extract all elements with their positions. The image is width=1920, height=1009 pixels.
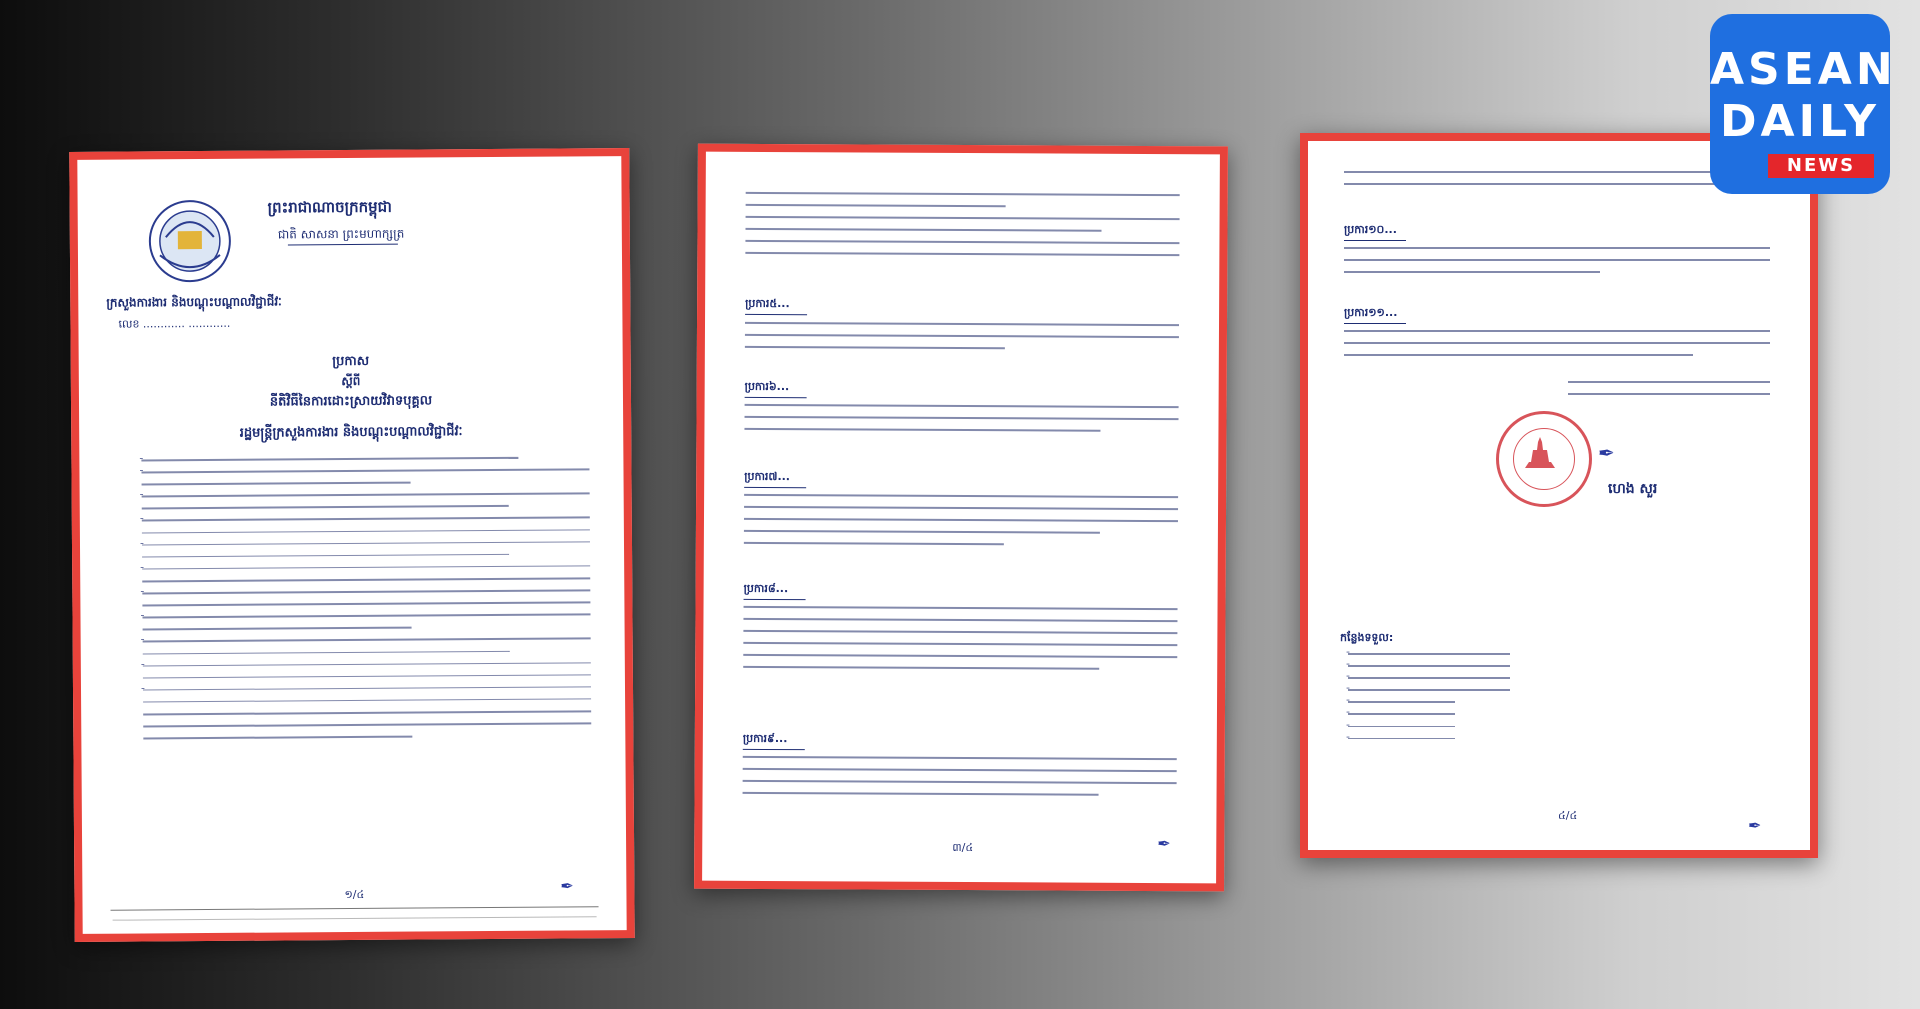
- text-line: [143, 674, 591, 679]
- text-line: [743, 618, 1177, 622]
- text-line: [142, 565, 590, 570]
- article-body: [1344, 247, 1770, 283]
- text-line: [744, 530, 1100, 533]
- text-line: [142, 601, 590, 606]
- list-item: [1348, 689, 1510, 691]
- list-item: [1348, 653, 1510, 655]
- text-line: [744, 428, 1100, 431]
- text-line: [745, 416, 1179, 420]
- article-body: [1344, 330, 1770, 366]
- article-body: [743, 606, 1177, 681]
- page-number: ៤/៤: [1558, 809, 1578, 822]
- article-heading: ប្រការ៩...: [743, 732, 805, 750]
- ministry-name: ក្រសួងការងារ និងបណ្តុះបណ្តាលវិជ្ជាជីវៈ: [106, 294, 282, 310]
- recipients-title: កន្លែងទទួល:: [1340, 631, 1394, 644]
- text-line: [143, 710, 591, 715]
- list-item: [1348, 677, 1510, 679]
- text-line: [745, 240, 1179, 244]
- text-line: [1568, 381, 1770, 383]
- text-line: [143, 627, 412, 630]
- text-line: [746, 204, 1006, 207]
- ministry-emblem-icon: [146, 197, 235, 286]
- document-page-3: [694, 144, 1228, 892]
- text-line: [743, 666, 1099, 669]
- kingdom-heading: ព្រះរាជាណាចក្រកម្ពុជា: [267, 197, 392, 217]
- document-about: ស្តីពី: [341, 373, 361, 389]
- list-item: [1348, 713, 1455, 715]
- footer-address-line: [113, 916, 597, 921]
- text-line: [743, 780, 1177, 784]
- text-line: [745, 322, 1179, 326]
- text-line: [1344, 330, 1770, 332]
- page-number: ១/៤: [344, 887, 365, 902]
- reference-number-label: លេខ ............ ............: [118, 316, 231, 331]
- initials-signature: ✒: [1157, 834, 1171, 854]
- document-page-1: [69, 148, 635, 942]
- article-body: [744, 404, 1178, 443]
- motto-divider: [288, 244, 398, 246]
- text-line: [745, 346, 1005, 349]
- article-body: [742, 756, 1176, 807]
- text-line: [1344, 271, 1600, 273]
- list-item: [1348, 738, 1455, 740]
- list-item: [1348, 726, 1455, 728]
- text-line: [746, 216, 1180, 220]
- text-line: [745, 252, 1179, 256]
- logo-text-asean: ASEAN: [1710, 44, 1897, 95]
- text-line: [743, 792, 1099, 795]
- text-line: [1344, 183, 1770, 185]
- text-line: [142, 614, 590, 619]
- asean-daily-news-logo: [1710, 14, 1897, 194]
- document-subject: នីតិវិធីនៃការដោះស្រាយវិវាទបុគ្គល: [269, 393, 433, 410]
- page-body-top: [1344, 171, 1770, 195]
- logo-text-daily: DAILY: [1720, 96, 1880, 147]
- article-heading: ប្រការ៥...: [745, 297, 807, 315]
- article-heading: ប្រការ១០...: [1344, 223, 1406, 241]
- text-line: [142, 482, 411, 485]
- article-heading: ប្រការ៨...: [744, 582, 806, 600]
- text-line: [142, 554, 509, 558]
- national-motto: ជាតិ សាសនា ព្រះមហាក្សត្រ: [277, 226, 405, 242]
- article-body: [745, 322, 1179, 361]
- text-line: [142, 529, 590, 534]
- text-line: [744, 606, 1178, 610]
- minister-signature: ✒: [1598, 441, 1615, 465]
- list-item: [1348, 665, 1510, 667]
- text-line: [743, 654, 1177, 658]
- text-line: [142, 589, 590, 594]
- text-line: [141, 457, 518, 461]
- text-line: [1344, 342, 1770, 344]
- article-heading: ប្រការ៦...: [745, 380, 807, 398]
- page-number: ៣/៤: [952, 840, 974, 855]
- text-line: [142, 493, 590, 498]
- text-line: [143, 736, 412, 739]
- text-line: [746, 192, 1180, 196]
- text-line: [142, 505, 509, 509]
- text-line: [142, 541, 590, 546]
- text-line: [743, 642, 1177, 646]
- text-line: [141, 468, 589, 473]
- text-line: [143, 638, 591, 643]
- text-line: [143, 722, 591, 727]
- text-line: [743, 630, 1177, 634]
- text-line: [143, 686, 591, 691]
- text-line: [745, 334, 1179, 338]
- text-line: [743, 768, 1177, 772]
- ref-label: លេខ: [118, 317, 140, 331]
- text-line: [745, 404, 1179, 408]
- logo-text-news: NEWS: [1768, 154, 1874, 178]
- signatory-name: ហេង សួរ: [1608, 481, 1658, 497]
- document-page-4: [1300, 133, 1818, 858]
- text-line: [143, 662, 591, 667]
- text-line: [746, 228, 1102, 231]
- initials-signature: ✒: [560, 876, 574, 896]
- page-body-top: [745, 192, 1179, 267]
- text-line: [142, 517, 590, 522]
- article-body: [744, 494, 1178, 557]
- minister-title: រដ្ឋមន្ត្រីក្រសួងការងារ និងបណ្តុះបណ្តាលវិជ្ជាជីវៈ: [239, 424, 463, 441]
- text-line: [1344, 354, 1693, 356]
- document-type: ប្រកាស: [332, 353, 370, 370]
- angkor-temple-icon: [1521, 434, 1559, 472]
- text-line: [143, 650, 510, 654]
- text-line: [744, 494, 1178, 498]
- text-line: [744, 518, 1178, 522]
- list-item: [1348, 701, 1455, 703]
- footer-divider: [111, 906, 599, 910]
- article-heading: ប្រការ៧...: [744, 470, 806, 488]
- text-line: [744, 506, 1178, 510]
- text-line: [1344, 171, 1770, 173]
- initials-signature: ✒: [1748, 816, 1762, 835]
- text-line: [744, 542, 1004, 545]
- text-line: [142, 577, 590, 582]
- text-line: [743, 756, 1177, 760]
- text-line: [1344, 259, 1770, 261]
- date-lines: [1568, 381, 1770, 405]
- document-body: [141, 456, 591, 749]
- text-line: [1344, 247, 1770, 249]
- article-heading: ប្រការ១១...: [1344, 306, 1406, 324]
- official-stamp-icon: [1496, 411, 1592, 507]
- text-line: [143, 698, 591, 703]
- text-line: [1568, 393, 1770, 395]
- recipients-list: [1348, 653, 1510, 750]
